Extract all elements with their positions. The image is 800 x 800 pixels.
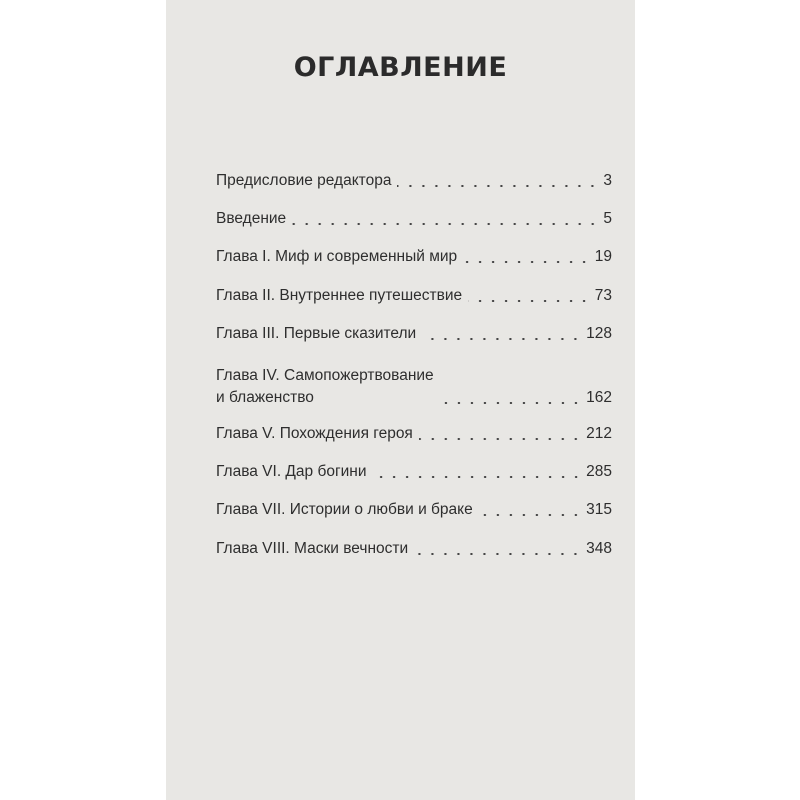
toc-entry-label: Глава VII. Истории о любви и браке — [216, 501, 473, 518]
dot-leader — [373, 476, 583, 478]
toc-entry-label: Глава VI. Дар богини — [216, 463, 367, 480]
toc-entry — [216, 499, 612, 521]
dot-leader — [292, 223, 599, 225]
toc-entry-page: 315 — [586, 501, 612, 518]
toc-entry-label: Предисловие редактора — [216, 172, 392, 189]
toc-entry-page: 162 — [586, 389, 612, 406]
toc-entry-label: Глава I. Миф и современный мир — [216, 248, 458, 265]
toc-entry-label-line1: Глава IV. Самопожертвование — [216, 367, 434, 384]
dot-leader — [419, 438, 582, 440]
toc-entry-label: Глава II. Внутреннее путешествие — [216, 287, 463, 304]
toc-entry — [216, 365, 612, 409]
page-title: ОГЛАВЛЕНИЕ — [293, 52, 508, 83]
toc-entry-page: 5 — [603, 210, 612, 227]
dot-leader — [397, 185, 599, 187]
toc-entry — [216, 208, 612, 230]
dot-leader — [414, 553, 582, 555]
toc-entry — [216, 170, 612, 192]
dot-leader — [440, 402, 582, 404]
toc-entry-label: Глава III. Первые сказители — [216, 325, 417, 342]
dot-leader — [468, 300, 591, 302]
toc-entry-label: Глава V. Похождения героя — [216, 425, 413, 442]
dot-leader — [479, 514, 582, 516]
toc-entry-page: 73 — [594, 287, 612, 304]
dot-leader — [463, 261, 591, 263]
toc-entry — [216, 461, 612, 483]
toc-entry-page: 285 — [586, 463, 612, 480]
toc-entry-label — [216, 365, 434, 409]
toc-entry-page: 212 — [586, 425, 612, 442]
toc-entry — [216, 246, 612, 268]
dot-leader — [422, 338, 582, 340]
toc-entry-page: 348 — [586, 540, 612, 557]
toc-entry — [216, 423, 612, 445]
toc-entry — [216, 538, 612, 560]
toc-entry-page: 19 — [594, 248, 612, 265]
toc-entry-page: 3 — [603, 172, 612, 189]
toc-entry — [216, 285, 612, 307]
toc-entry-label-line2: и блаженство — [216, 389, 314, 406]
toc-entry-page: 128 — [586, 325, 612, 342]
toc-entry — [216, 323, 612, 345]
toc-entry-label: Введение — [216, 210, 287, 227]
toc-entry-label: Глава VIII. Маски вечности — [216, 540, 409, 557]
